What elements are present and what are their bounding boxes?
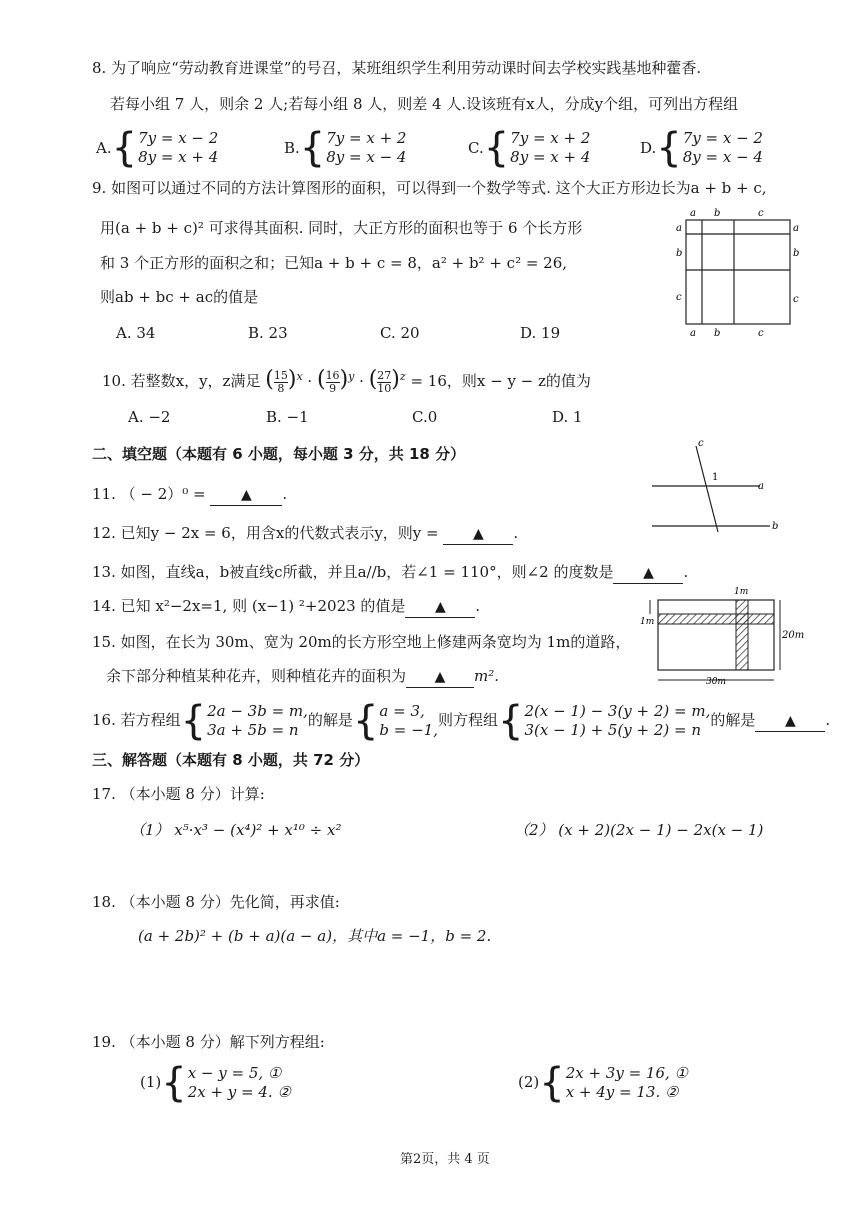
q19-p1-row1: x − y = 5, ① [187, 1064, 282, 1082]
q8-option-c: C. { 7y = x + 2 8y = x + 4 [468, 125, 591, 171]
q12 [92, 523, 518, 545]
q16-mid1: 的解是 [307, 711, 353, 729]
q10-f1-den: 8 [277, 381, 285, 395]
blank-triangle-icon: ▲ [643, 565, 654, 581]
fig-label-b-left: b [676, 248, 683, 259]
q15-text: 余下部分种植某种花卉，则种植花卉的面积为 [106, 667, 407, 685]
q9-option-d: D. 19 [520, 324, 561, 342]
q10-f3-den: 10 [377, 381, 392, 395]
q11-end: . [282, 485, 288, 503]
q15-width-label: 30m [706, 677, 726, 687]
fig-label-c-top: c [758, 208, 764, 219]
q8-option-d: D. { 7y = x − 2 8y = x − 4 [640, 125, 763, 171]
q12-end: . [513, 524, 519, 542]
q8-option-row: 7y = x − 2 [138, 129, 219, 147]
blank-triangle-icon: ▲ [241, 487, 252, 503]
q16-mid3: 的解是 [710, 711, 756, 729]
q8-option-label: D. [640, 139, 657, 157]
blank-triangle-icon: ▲ [472, 526, 484, 542]
q13 [92, 562, 688, 584]
page-footer: 第2页，共 4 页 [400, 1152, 490, 1167]
q16-sys2-row2: b = −1, [379, 721, 438, 739]
q15-rectangle-roads-figure [636, 582, 808, 690]
q10-prefix: 10. 若整数x，y，z满足 [102, 372, 261, 390]
fig-label-b-top: b [714, 208, 721, 219]
q19-part2: (2) { 2x + 3y = 16, ① x + 4y = 13. ② [518, 1060, 689, 1106]
q18-title: 18. （本小题 8 分）先化简，再求值: [92, 893, 340, 911]
q10-option-d: D. 1 [552, 408, 583, 426]
blank-triangle-icon: ▲ [434, 669, 446, 685]
q14-text: 14. 已知 x²−2x=1, 则 (x−1) ²+2023 的值是 [92, 597, 406, 615]
q13-label-b: b [772, 521, 779, 532]
q15-line1: 15. 如图，在长为 30m、宽为 20m的长方形空地上修建两条宽均为 1m的道路， [92, 633, 631, 651]
q10-f3-exp: z [399, 370, 406, 383]
q8-option-row: 8y = x − 4 [326, 148, 407, 166]
q16-sys2-row1: a = 3, [379, 702, 425, 720]
q10-option-c: C.0 [412, 408, 438, 426]
q14-end: . [475, 597, 481, 615]
q16-sys1-row1: 2a − 3b = m, [207, 702, 308, 720]
q12-answer-blank[interactable] [443, 523, 513, 545]
q17-title: 17. （本小题 8 分）计算: [92, 785, 265, 803]
q8-option-row: 8y = x + 4 [138, 148, 219, 166]
fig-label-a-top: a [690, 208, 696, 219]
fig-label-c-bottom: c [758, 328, 764, 339]
q9-line4: 则ab + bc + ac的值是 [100, 288, 259, 306]
q19-part1: (1) { x − y = 5, ① 2x + y = 4. ② [140, 1060, 291, 1106]
q14 [92, 596, 480, 618]
q10-line: 10. 若整数x，y，z满足 ( $\frac{15}{8}$ )$^x$ · ( $\frac{16}{9}$ )$^y$ · ( $\frac{27}{10}$ )$^z$ = 16，则x − y − z的值为 [102, 367, 591, 395]
q8-option-b: B. { 7y = x + 2 8y = x − 4 [284, 125, 407, 171]
q16-sys3-row2: 3(x − 1) + 5(y + 2) = n [524, 721, 702, 739]
q15-unit: m². [474, 667, 500, 685]
q19-p2-row2: x + 4y = 13. ② [565, 1083, 679, 1101]
q9-line3: 和 3 个正方形的面积之和；已知a + b + c = 8，a² + b² + c² = 26, [100, 254, 568, 272]
q19-p2-label: (2) [518, 1073, 540, 1091]
q19-p1-row2: 2x + y = 4. ② [187, 1083, 291, 1101]
q10-suffix: = 16，则x − y − z的值为 [410, 372, 591, 390]
q10-f1-exp: x [296, 370, 303, 383]
q8-option-row: 8y = x − 4 [682, 148, 763, 166]
q13-parallel-lines-figure [640, 436, 790, 536]
q13-label-a: a [758, 481, 764, 492]
fig-label-a-left: a [676, 223, 682, 234]
fig-label-b-right: b [793, 248, 800, 259]
fig-label-a-bottom: a [690, 328, 696, 339]
q13-end: . [683, 563, 689, 581]
q14-answer-blank[interactable] [405, 596, 475, 618]
q19-title: 19. （本小题 8 分）解下列方程组: [92, 1033, 325, 1051]
q15-answer-blank[interactable] [406, 666, 474, 688]
q8-option-row: 7y = x + 2 [326, 129, 407, 147]
q10-f2-den: 9 [329, 381, 337, 395]
q11 [92, 484, 287, 506]
fig-label-a-right: a [793, 223, 799, 234]
fig-label-c-right: c [793, 294, 799, 305]
q15-road-width-top: 1m [734, 587, 749, 597]
q9-square-figure [668, 204, 808, 344]
q10-f2-num: 16 [325, 368, 340, 382]
q9-option-c: C. 20 [380, 324, 420, 342]
q19-p1-label: (1) [140, 1073, 162, 1091]
q13-answer-blank[interactable] [613, 562, 683, 584]
q16-sys3-row1: 2(x − 1) − 3(y + 2) = m, [524, 702, 711, 720]
fig-label-b-bottom: b [714, 328, 721, 339]
q9-option-b: B. 23 [248, 324, 288, 342]
q10-f3-num: 27 [377, 368, 392, 382]
q17-part2: （2） (x + 2)(2x − 1) − 2x(x − 1) [514, 821, 764, 839]
q8-option-row: 7y = x − 2 [682, 129, 763, 147]
q8-option-label: B. [284, 139, 300, 157]
q9-line2: 用(a + b + c)² 可求得其面积. 同时，大正方形的面积也等于 6 个长方形 [100, 219, 583, 237]
q8-option-a: A. { 7y = x − 2 8y = x + 4 [96, 125, 219, 171]
blank-triangle-icon: ▲ [435, 599, 446, 615]
q9-line1: 9. 如图可以通过不同的方法计算图形的面积，可以得到一个数学等式. 这个大正方形边长为a + b + c, [92, 179, 767, 197]
fig-label-c-left: c [676, 292, 682, 303]
q10-f2-exp: y [348, 370, 355, 383]
q8-option-row: 8y = x + 4 [510, 148, 591, 166]
q15-height-label: 20m [782, 630, 805, 641]
section-2-heading: 二、填空题（本题有 6 小题，每小题 3 分，共 18 分） [92, 445, 466, 463]
q10-option-a: A. −2 [128, 408, 171, 426]
q8-line1: 8. 为了响应“劳动教育进课堂”的号召，某班组织学生利用劳动课时间去学校实践基地种藿香. [92, 59, 702, 77]
q9-option-a: A. 34 [116, 324, 156, 342]
q13-label-1: 1 [712, 472, 719, 483]
q16: 16. 若方程组 { 2a − 3b = m, 3a + 5b = n 的解是 { a = 3, b = −1, 则方程组 { 2(x − 1) − 3(y + 2) = m, 3(x − 1) + 5(y + 2) = n 的解是 ▲ . [92, 698, 831, 744]
q11-text: 11. （ − 2）⁰ = [92, 485, 211, 503]
q10-f1-num: 15 [273, 368, 288, 382]
q8-option-label: C. [468, 139, 484, 157]
q18-expression: (a + 2b)² + (b + a)(a − a)，其中a = −1，b = 2. [138, 927, 492, 945]
q19-p2-row1: 2x + 3y = 16, ① [565, 1064, 689, 1082]
q15-road-width-left: 1m [640, 617, 655, 627]
q10-option-b: B. −1 [266, 408, 309, 426]
blank-triangle-icon: ▲ [785, 713, 796, 729]
q16-sys1-row2: 3a + 5b = n [207, 721, 299, 739]
q17-part1: （1） x⁵·x³ − (x⁴)² + x¹⁰ ÷ x² [130, 821, 342, 839]
q15-line2 [106, 666, 499, 688]
q12-text: 12. 已知y − 2x = 6，用含x的代数式表示y，则y = [92, 524, 444, 542]
q13-label-c: c [698, 438, 704, 449]
q16-prefix: 16. 若方程组 [92, 711, 181, 729]
q8-option-row: 7y = x + 2 [510, 129, 591, 147]
q8-option-label: A. [96, 139, 112, 157]
q13-text: 13. 如图，直线a，b被直线c所截，并且a//b，若∠1 = 110°，则∠2 的度数是 [92, 563, 614, 581]
section-3-heading: 三、解答题（本题有 8 小题，共 72 分） [92, 751, 370, 769]
q8-line2: 若每小组 7 人，则余 2 人;若每小组 8 人，则差 4 人.设该班有x人，分成y个组，可列出方程组 [110, 95, 739, 113]
q16-answer-blank[interactable] [755, 710, 825, 732]
q16-end: . [825, 711, 831, 729]
q16-mid2: 则方程组 [437, 711, 498, 729]
q11-answer-blank[interactable] [210, 484, 282, 506]
